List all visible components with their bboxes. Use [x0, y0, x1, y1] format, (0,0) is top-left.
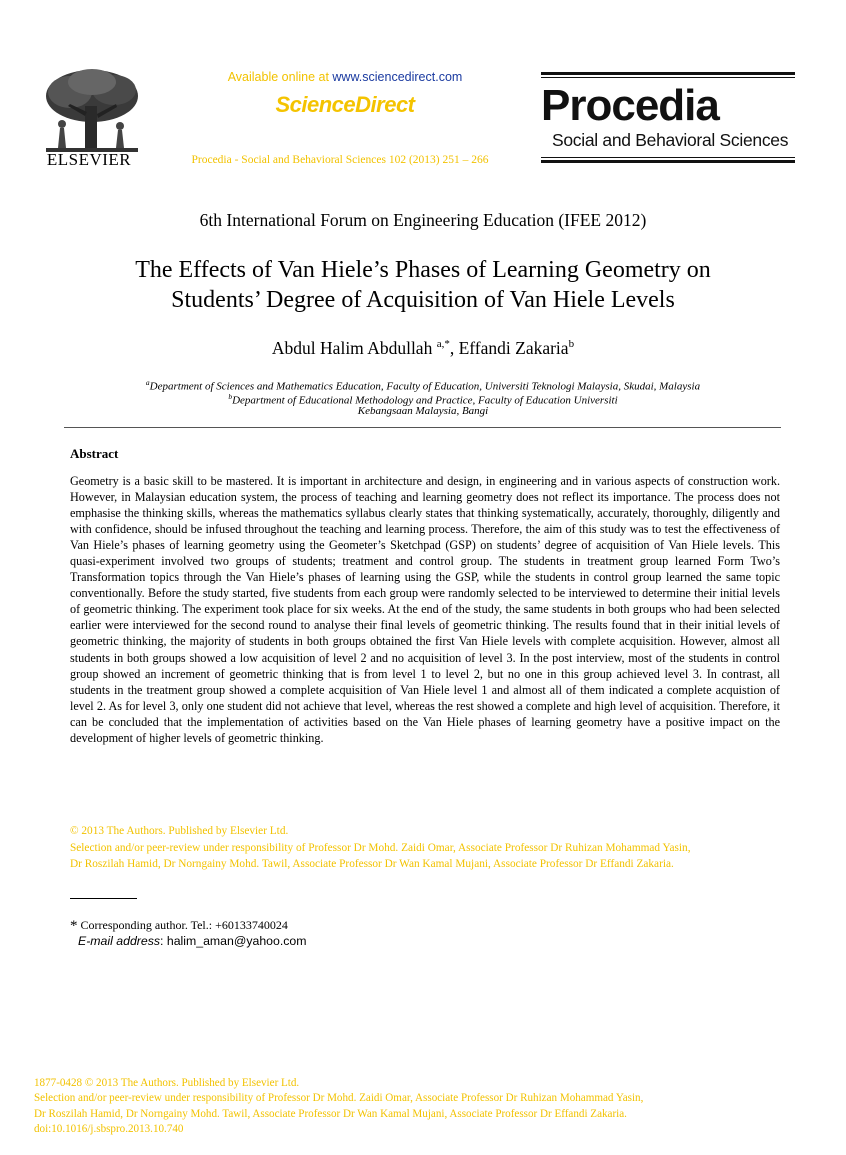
email-label: E-mail address: [78, 934, 161, 948]
copyright-notice: [70, 823, 782, 873]
procedia-rule-bottom-thin: [541, 157, 795, 158]
affiliation-a-mark: a: [145, 378, 150, 387]
doi-link[interactable]: doi:10.1016/j.sbspro.2013.10.740: [34, 1123, 184, 1136]
author-1-affil-mark: a,*: [436, 338, 450, 351]
author-1-name: Abdul Halim Abdullah: [271, 338, 437, 358]
corresponding-email-line: [78, 934, 306, 948]
corresponding-author-note: [70, 918, 288, 935]
email-address[interactable]: halim_aman@yahoo.com: [166, 934, 307, 948]
bottom-peer-review-line: Selection and/or peer-review under responsibility of Professor Dr Mohd. Zaidi Omar, Associate Professor Dr Ruhizan Mohammad Yasin,: [34, 1092, 644, 1105]
procedia-rule-top-thin: [541, 77, 795, 78]
peer-review-line: Selection and/or peer-review under responsibility of Professor Dr Mohd. Zaidi Omar, Associate Professor Dr Ruhizan Mohammad Yasin,: [70, 841, 691, 854]
available-online-line: [180, 70, 510, 84]
corresponding-author-phone: Corresponding author. Tel.: +60133740024: [77, 918, 288, 932]
journal-citation: Procedia - Social and Behavioral Sciences 102 (2013) 251 – 266: [191, 154, 489, 166]
author-list: [0, 338, 846, 359]
sciencedirect-logo: ScienceDirect: [275, 92, 415, 117]
abstract-body: Geometry is a basic skill to be mastered. It is important in architecture and design, in engineering and in various aspects of construction work. However, in Malaysian education system, the process of teaching and learning geometry does not reflect its importance. The process does not emphasise the thinking skills, whereas the mathematics syllabus clearly states that thinking systematically, accurately, thoroughly, diligently and with confidence, should be infused throughout the teaching and learning process. Therefore, the aim of this study was to test the effectiveness of Van Hiele’s phases of learning geometry using the Geometer’s Sketchpad (GSP) on students’ degree of acquisition of Van Hiele levels. This quasi-experiment involved two groups of students; treatment and control group. The students in treatment group learned Form Two’s Transformation topics through the Van Hiele’s phases of learning using the GSP, while the students in control group learned the same topic conventionally. Before the study started, five students from each group were randomly selected to be interviewed to determine their initial levels of geometric thinking. The experiment took place for six weeks. At the end of the study, the same students in both groups who had been selected earlier were interviewed for the second round to analyse their final levels of geometric thinking. The results found that in their initial levels of geometric thinking, the majority of students in both groups obtained the first Van Hiele levels with complete acquisition. However, almost all students in both groups showed a low acquisition of level 2 and no acquisition of level 3. In the post interview, most of the students in control group showed an increment of geometric thinking that is from level 1 to level 2, but no one in this group achieved level 3. In contrast, all students in the treatment group showed a complete acquisition of Van Hiele level 1 and almost all of them indicated a complete acquistion of level 2. As for level 3, only one student did not achieve that level, whereas the rest showed a complete and high level of acquisition. Therefore, it can be concluded that the implementation of activities based on the Van Hiele phases of learning geometry have a positive impact on the development of higher levels of geometric thinking.: [70, 474, 780, 745]
journal-logo-title: Procedia: [541, 81, 719, 130]
author-2-affil-mark: b: [568, 338, 575, 351]
publisher-name: ELSEVIER: [46, 150, 132, 169]
sciencedirect-link[interactable]: www.sciencedirect.com: [332, 70, 463, 84]
copyright-line: © 2013 The Authors. Published by Elsevier Ltd.: [70, 825, 289, 837]
email-separator: :: [160, 934, 167, 948]
issn-line: 1877-0428 © 2013 The Authors. Published by Elsevier Ltd.: [34, 1077, 300, 1089]
affiliation-b-text: Department of Educational Methodology and Practice, Faculty of Education Universiti: [232, 394, 618, 407]
journal-logo-subtitle: Social and Behavioral Sciences: [552, 130, 789, 150]
procedia-rule-top: [541, 72, 795, 75]
header-divider: [64, 427, 781, 428]
affiliation-b-continued: Kebangsaan Malaysia, Bangi: [357, 405, 489, 417]
issn-copyright-block: [34, 1076, 794, 1138]
affiliation-a-text: Department of Sciences and Mathematics Education, Faculty of Education, Universiti Teknologi Malaysia, Skudai, Malaysia: [149, 380, 701, 393]
bottom-peer-review-line-continued: Dr Roszilah Hamid, Dr Norngainy Mohd. Tawil, Associate Professor Dr Wan Kamal Mujani, Associate Professor Dr Effandi Zakaria.: [34, 1107, 627, 1120]
footnote-star: *: [70, 918, 78, 934]
available-online-prefix: Available online at: [227, 70, 333, 84]
peer-review-line-continued: Dr Roszilah Hamid, Dr Norngainy Mohd. Tawil, Associate Professor Dr Wan Kamal Mujani, Associate Professor Dr Effandi Zakaria.: [70, 858, 674, 870]
article-title-line1: The Effects of Van Hiele’s Phases of Learning Geometry on: [135, 257, 711, 283]
article-title: [60, 255, 786, 315]
article-title-line2: Students’ Degree of Acquisition of Van Hiele Levels: [171, 287, 675, 313]
conference-name: 6th International Forum on Engineering Education (IFEE 2012): [199, 210, 647, 230]
author-2-name: Effandi Zakaria: [458, 338, 569, 358]
abstract-heading: Abstract: [70, 446, 119, 461]
affiliation-b-mark: b: [228, 392, 233, 401]
procedia-rule-bottom: [541, 160, 795, 163]
author-separator: ,: [449, 338, 459, 358]
footnote-divider: [70, 898, 137, 899]
